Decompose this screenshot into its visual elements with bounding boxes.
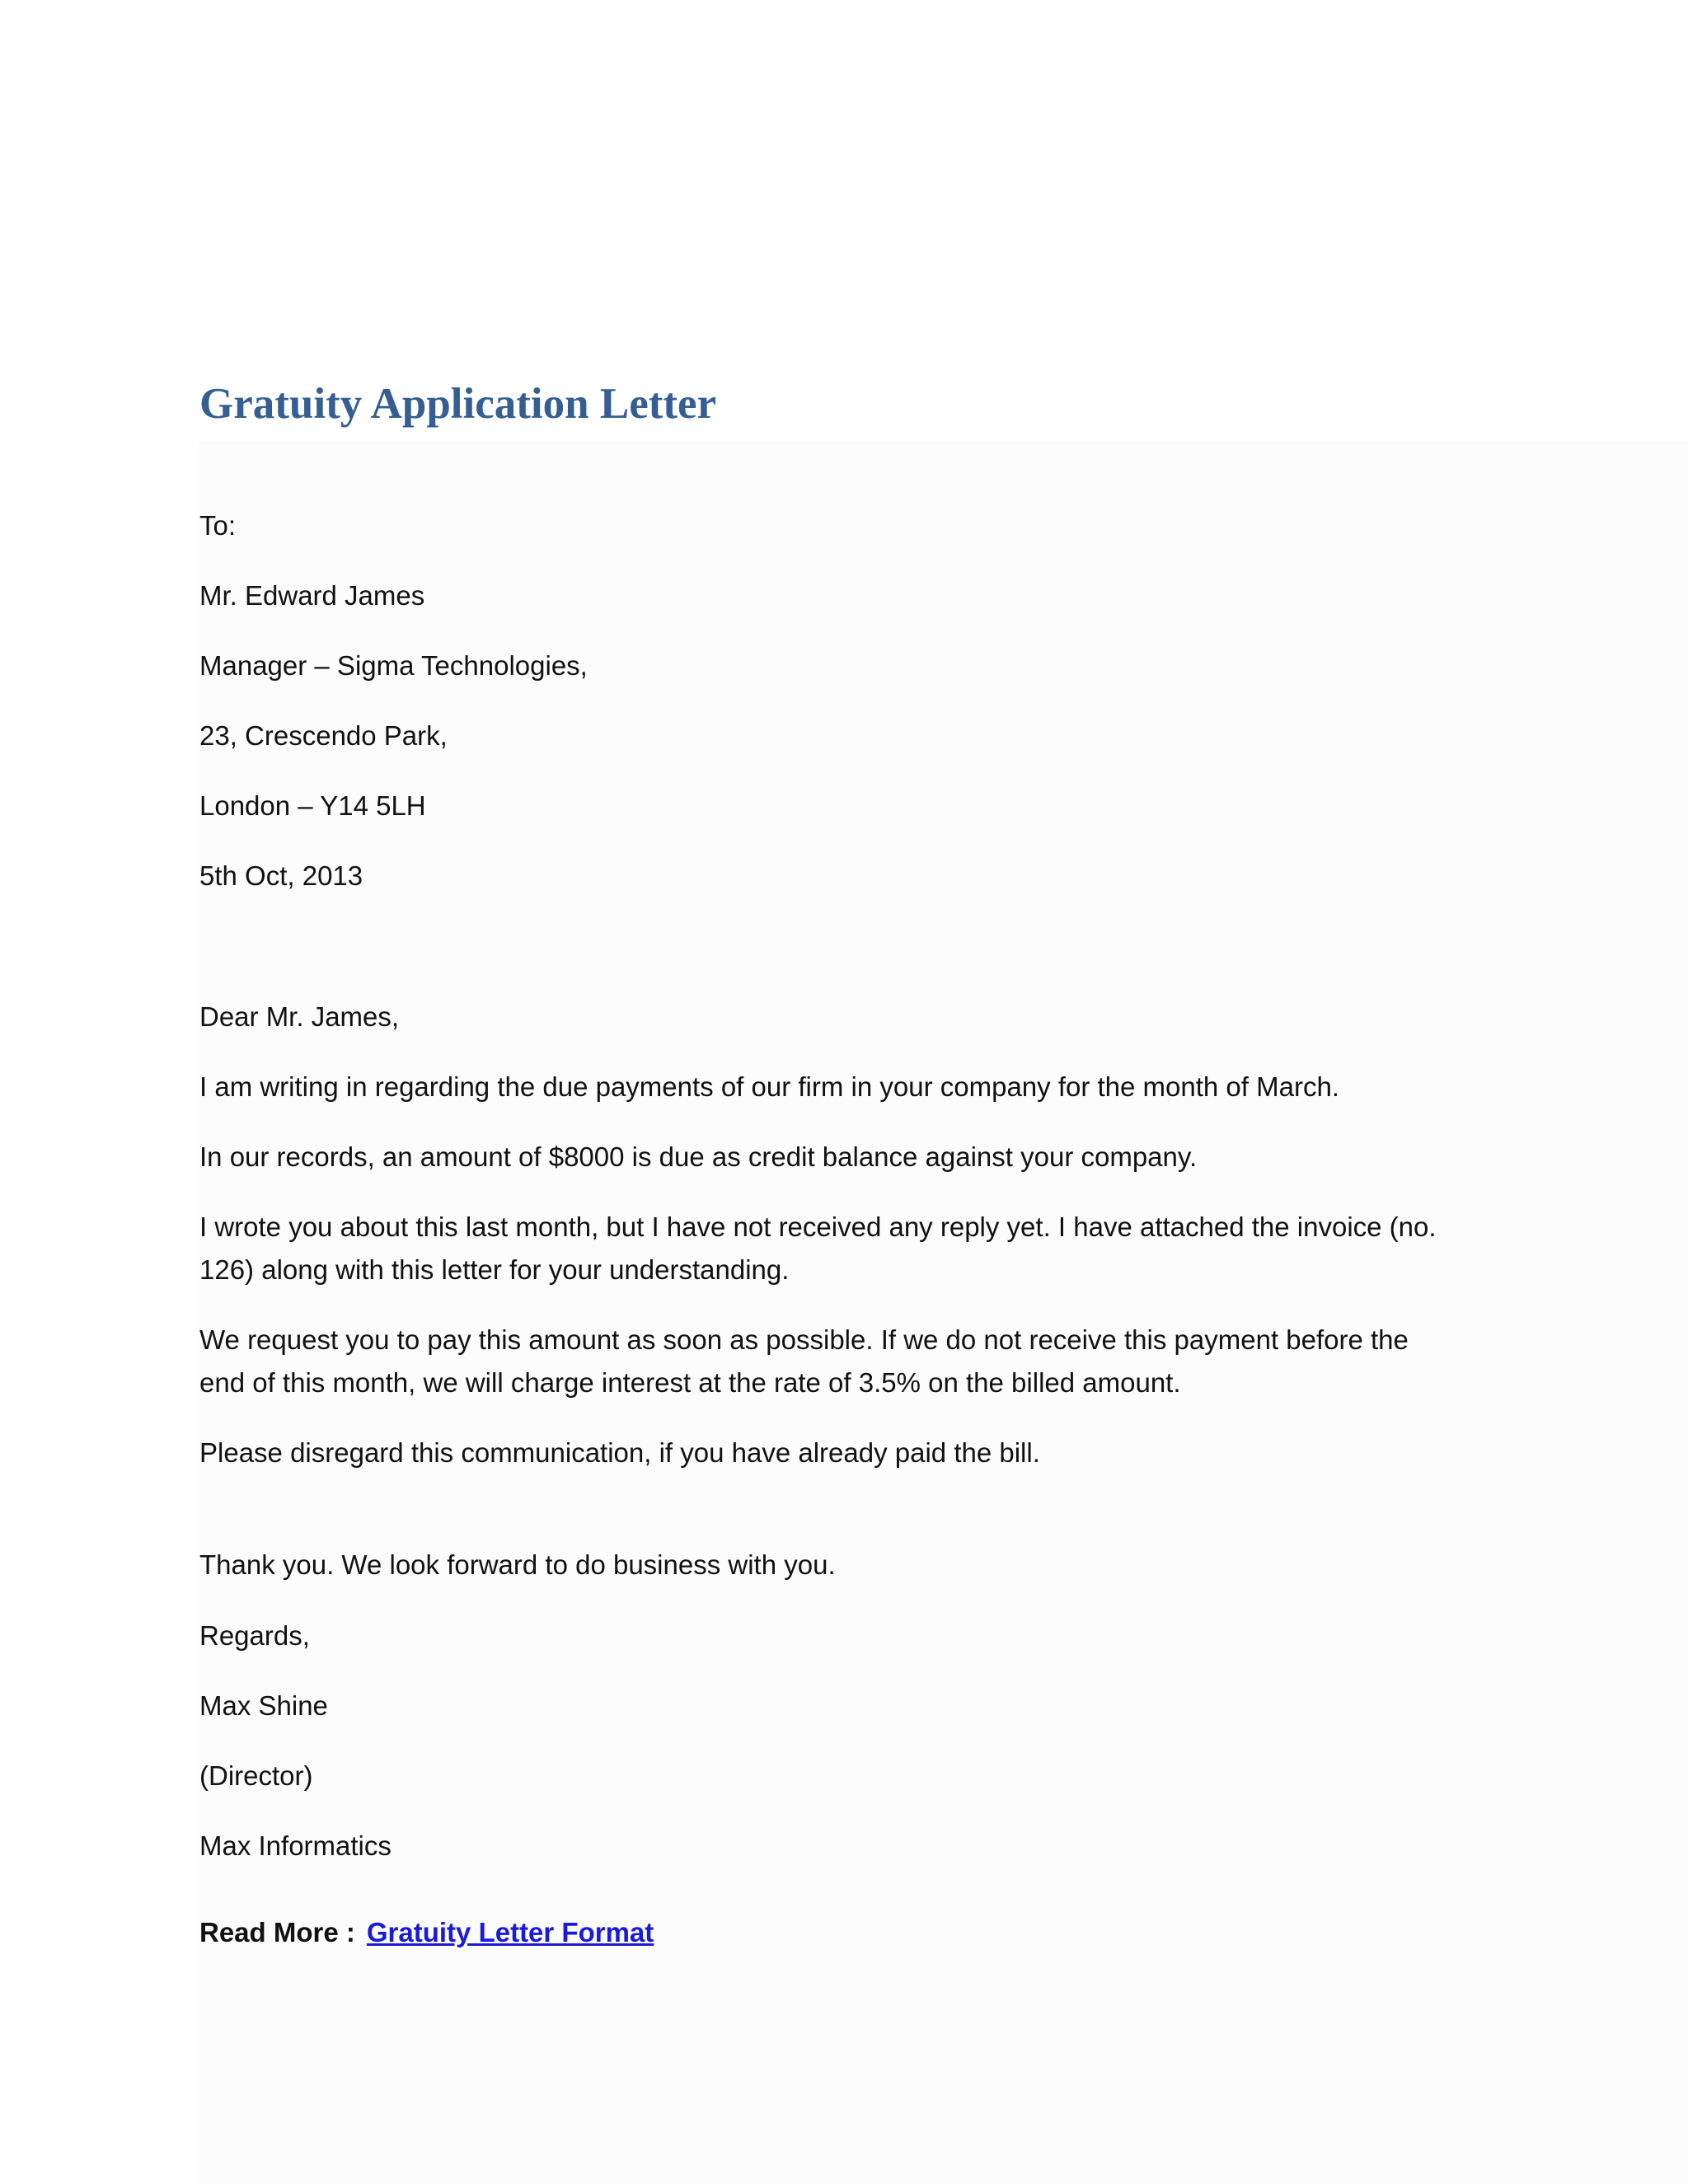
salutation: Dear Mr. James, bbox=[199, 1001, 400, 1032]
recipient-address-line2: London – Y14 5LH bbox=[199, 790, 426, 821]
sender-title: (Director) bbox=[199, 1760, 313, 1791]
body-paragraph-2: In our records, an amount of $8000 is due as credit balance against your company. bbox=[199, 1141, 1198, 1172]
read-more bbox=[199, 1911, 654, 1954]
letter-title: Gratuity Application Letter bbox=[199, 380, 717, 428]
recipient-name: Mr. Edward James bbox=[199, 580, 425, 611]
to-label: To: bbox=[199, 510, 237, 541]
read-more-label: Read More : bbox=[199, 1917, 355, 1947]
body-paragraph-5: Please disregard this communication, if you have already paid the bill. bbox=[199, 1437, 1040, 1468]
body-paragraph-3-line-1: I wrote you about this last month, but I have not received any reply yet. I have attached the invoice (no. bbox=[199, 1212, 1437, 1242]
body-paragraph-4-line-2: end of this month, we will charge interest at the rate of 3.5% on the billed amount. bbox=[199, 1367, 1181, 1398]
body-paragraph-1: I am writing in regarding the due payments of our firm in your company for the month of March. bbox=[199, 1071, 1339, 1102]
letter-date: 5th Oct, 2013 bbox=[199, 860, 363, 891]
body-paragraph-4-line-1: We request you to pay this amount as soon as possible. If we do not receive this payment before the bbox=[199, 1324, 1409, 1355]
closing-regards: Regards, bbox=[199, 1620, 310, 1651]
sender-company: Max Informatics bbox=[199, 1830, 392, 1861]
sender-name: Max Shine bbox=[199, 1690, 328, 1721]
recipient-address-line1: 23, Crescendo Park, bbox=[199, 720, 448, 751]
closing-thanks: Thank you. We look forward to do business with you. bbox=[199, 1549, 836, 1580]
recipient-position: Manager – Sigma Technologies, bbox=[199, 650, 588, 681]
read-more-link[interactable]: Gratuity Letter Format bbox=[366, 1917, 654, 1947]
body-paragraph-3-line-2: 126) along with this letter for your understanding. bbox=[199, 1254, 790, 1285]
